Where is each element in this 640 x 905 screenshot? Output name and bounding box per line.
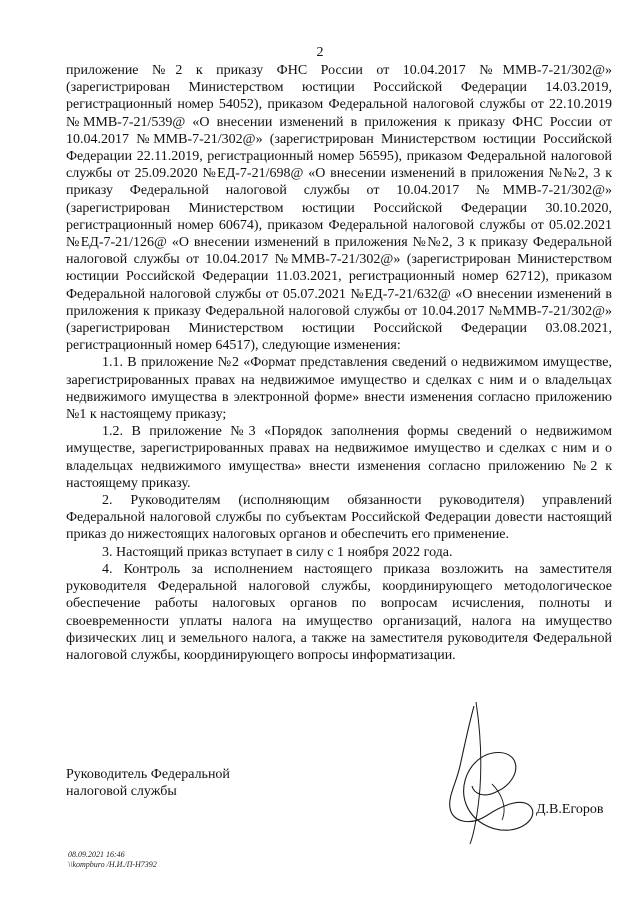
paragraph-2: 2. Руководителям (исполняющим обязанности руководителя) управлений Федеральной налоговой службы по субъектам Российской Федерации довести настоящий приказ до нижестоящих налоговых органов и обеспечить его применение.: [66, 493, 612, 543]
signatory-title: [66, 766, 230, 800]
paragraph-1-1: 1.1. В приложение №2 «Формат представления сведений о недвижимом имуществе, зарегистрированных правах на недвижимое имущество и сделках с ним и о владельцах недвижимого имущества в электронной форме» внести изменения согласно приложению №1 к настоящему приказу;: [66, 355, 612, 423]
footer-timestamp: 08.09.2021 16:46: [68, 850, 125, 859]
handwritten-signature: [430, 688, 550, 848]
paragraph-1-2: 1.2. В приложение №3 «Порядок заполнения формы сведений о недвижимом имуществе, зарегистрированных правах на недвижимое имущество и сделках с ним и о владельцах недвижимого имущества» внести изменения согласно приложению №2 к настоящему приказу.: [66, 424, 612, 491]
paragraph-3: 3. Настоящий приказ вступает в силу с 1 ноября 2022 года.: [102, 544, 453, 560]
intro-paragraph: приложение №2 к приказу ФНС России от 10.04.2017 №ММВ-7-21/302@» (зарегистрирован Министерством юстиции Российской Федерации 14.03.2019, регистрационный номер 54052), приказом Федеральной налоговой службы от 22.10.2019 №ММВ-7-21/539@ «О внесении изменений в приложения к приказу ФНС России от 10.04.2017 №ММВ-7-21/302@» (зарегистрирован Министерством юстиции Российской Федерации 22.11.2019, регистрационный номер 56595), приказом Федеральной налоговой службы от 25.09.2020 №ЕД-7-21/698@ «О внесении изменений в приложения №№2, 3 к приказу Федеральной налоговой службы от 10.04.2017 №ММВ-7-21/302@» (зарегистрирован Министерством юстиции Российской Федерации 30.10.2020, регистрационный номер 60674), приказом Федеральной налоговой службы от 05.02.2021 №ЕД-7-21/126@ «О внесении изменений в приложения №№2, 3 к приказу Федеральной налоговой службы от 10.04.2017 №ММВ-7-21/302@» (зарегистрирован Министерством юстиции Российской Федерации 11.03.2021, регистрационный номер 62712), приказом Федеральной налоговой службы от 05.07.2021 №ЕД-7-21/632@ «О внесении изменений в приложения к приказу Федеральной налоговой службы от 10.04.2017 №ММВ-7-21/302@» (зарегистрирован Министерством юстиции Российской Федерации 03.08.2021, регистрационный номер 64517), следующие изменения:: [66, 63, 612, 354]
signatory-name: Д.В.Егоров: [536, 802, 604, 817]
footer-meta: [68, 850, 157, 870]
paragraph-4: 4. Контроль за исполнением настоящего приказа возложить на заместителя руководителя Федеральной налоговой службы, координирующего методологическое обеспечение работы налоговых органов по вопросам исчисления, полноты и своевременности уплаты налога на имущество организаций, налога на имущество физических лиц и земельного налога, а также на заместителя руководителя Федеральной налоговой службы, координирующего вопросы информатизации.: [66, 561, 612, 663]
signatory-title-line2: налоговой службы: [66, 784, 177, 800]
document-body: [66, 62, 612, 664]
signatory-title-line1: Руководитель Федеральной: [66, 767, 230, 782]
footer-file-path: \\kompburo /Н.И./П-Н7392: [68, 860, 157, 869]
page-number: 2: [316, 45, 324, 60]
